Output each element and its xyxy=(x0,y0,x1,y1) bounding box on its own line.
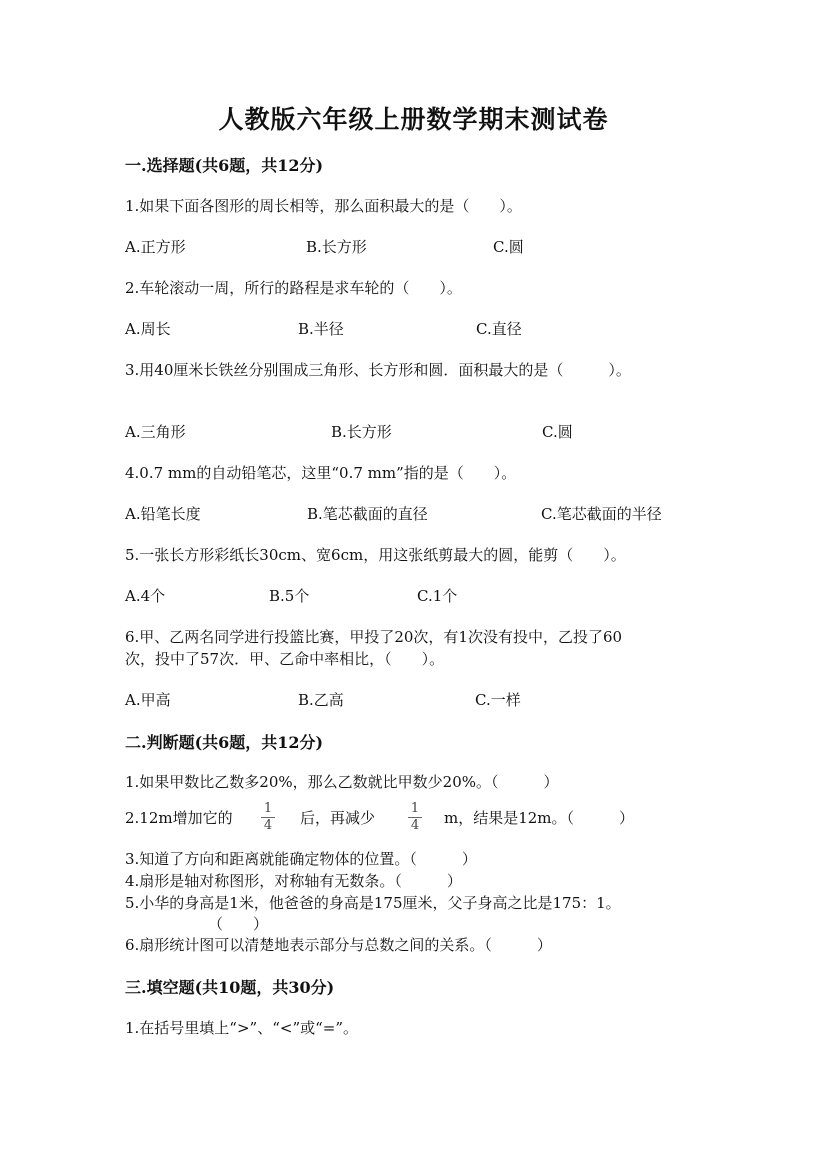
choice-q4-option-c: C.笔芯截面的半径 xyxy=(541,505,662,523)
judge-q1-text: 1.如果甲数比乙数多20%，那么乙数就比甲数少20%。（ ） xyxy=(125,773,559,791)
judge-q2-part3: m，结果是12m。（ ） xyxy=(444,809,635,827)
choice-q6-option-a: A.甲高 xyxy=(125,691,171,709)
judge-q5-text: 5.小华的身高是1米，他爸爸的身高是175厘米，父子身高之比是175：1。 xyxy=(125,894,621,912)
choice-q5-text: 5.一张长方形彩纸长30cm、宽6cm，用这张纸剪最大的圆，能剪（ ）。 xyxy=(125,546,626,564)
fraction-denominator: 4 xyxy=(263,818,273,833)
fraction-numerator: 1 xyxy=(410,801,420,816)
judge-q2-part2: 后，再减少 xyxy=(300,809,376,827)
section-judge-heading: 二.判断题(共6题，共12分) xyxy=(125,733,324,752)
choice-q5-option-b: B.5个 xyxy=(269,587,310,605)
choice-q2-option-b: B.半径 xyxy=(298,320,344,338)
choice-q1-text: 1.如果下面各图形的周长相等，那么面积最大的是（ ）。 xyxy=(125,197,522,215)
judge-q4-text: 4.扇形是轴对称图形，对称轴有无数条。（ ） xyxy=(125,872,462,890)
choice-q6-option-b: B.乙高 xyxy=(298,691,344,709)
choice-q4-option-b: B.笔芯截面的直径 xyxy=(307,505,428,523)
choice-q2-option-a: A.周长 xyxy=(125,320,171,338)
judge-q2-fraction-2 xyxy=(408,802,422,833)
choice-q3-option-a: A.三角形 xyxy=(125,423,186,441)
choice-q5-option-c: C.1个 xyxy=(417,587,458,605)
choice-q2-option-c: C.直径 xyxy=(476,320,522,338)
judge-q3-text: 3.知道了方向和距离就能确定物体的位置。（ ） xyxy=(125,850,477,868)
choice-q2-text: 2.车轮滚动一周，所行的路程是求车轮的（ ）。 xyxy=(125,279,462,297)
fraction-numerator: 1 xyxy=(263,801,273,816)
judge-q6-text: 6.扇形统计图可以清楚地表示部分与总数之间的关系。（ ） xyxy=(125,936,552,954)
choice-q6-text-line1: 6.甲、乙两名同学进行投篮比赛，甲投了20次，有1次没有投中，乙投了60 xyxy=(125,628,623,646)
choice-q3-option-c: C.圆 xyxy=(542,423,573,441)
choice-q5-option-a: A.4个 xyxy=(125,587,166,605)
judge-q5-paren: （ ） xyxy=(208,915,269,933)
choice-q1-option-c: C.圆 xyxy=(493,238,524,256)
judge-q2-part1: 2.12m增加它的 xyxy=(125,809,233,827)
judge-q2-fraction-1 xyxy=(261,802,275,833)
choice-q4-text: 4.0.7 mm的自动铅笔芯，这里“0.7 mm”指的是（ ）。 xyxy=(125,464,517,482)
choice-q1-option-a: A.正方形 xyxy=(125,238,186,256)
fraction-denominator: 4 xyxy=(410,818,420,833)
section-choice-heading: 一.选择题(共6题，共12分) xyxy=(125,156,324,175)
choice-q4-option-a: A.铅笔长度 xyxy=(125,505,201,523)
choice-q1-option-b: B.长方形 xyxy=(306,238,367,256)
choice-q6-text-line2: 次，投中了57次．甲、乙命中率相比，（ ）。 xyxy=(125,650,445,668)
choice-q3-text: 3.用40厘米长铁丝分别围成三角形、长方形和圆．面积最大的是（ ）。 xyxy=(125,361,631,379)
page-title: 人教版六年级上册数学期末测试卷 xyxy=(218,105,609,134)
choice-q6-option-c: C.一样 xyxy=(475,691,521,709)
fill-q1-text: 1.在括号里填上“>”、“<”或“=”。 xyxy=(125,1019,359,1037)
choice-q3-option-b: B.长方形 xyxy=(331,423,392,441)
section-fill-heading: 三.填空题(共10题，共30分) xyxy=(125,978,335,997)
